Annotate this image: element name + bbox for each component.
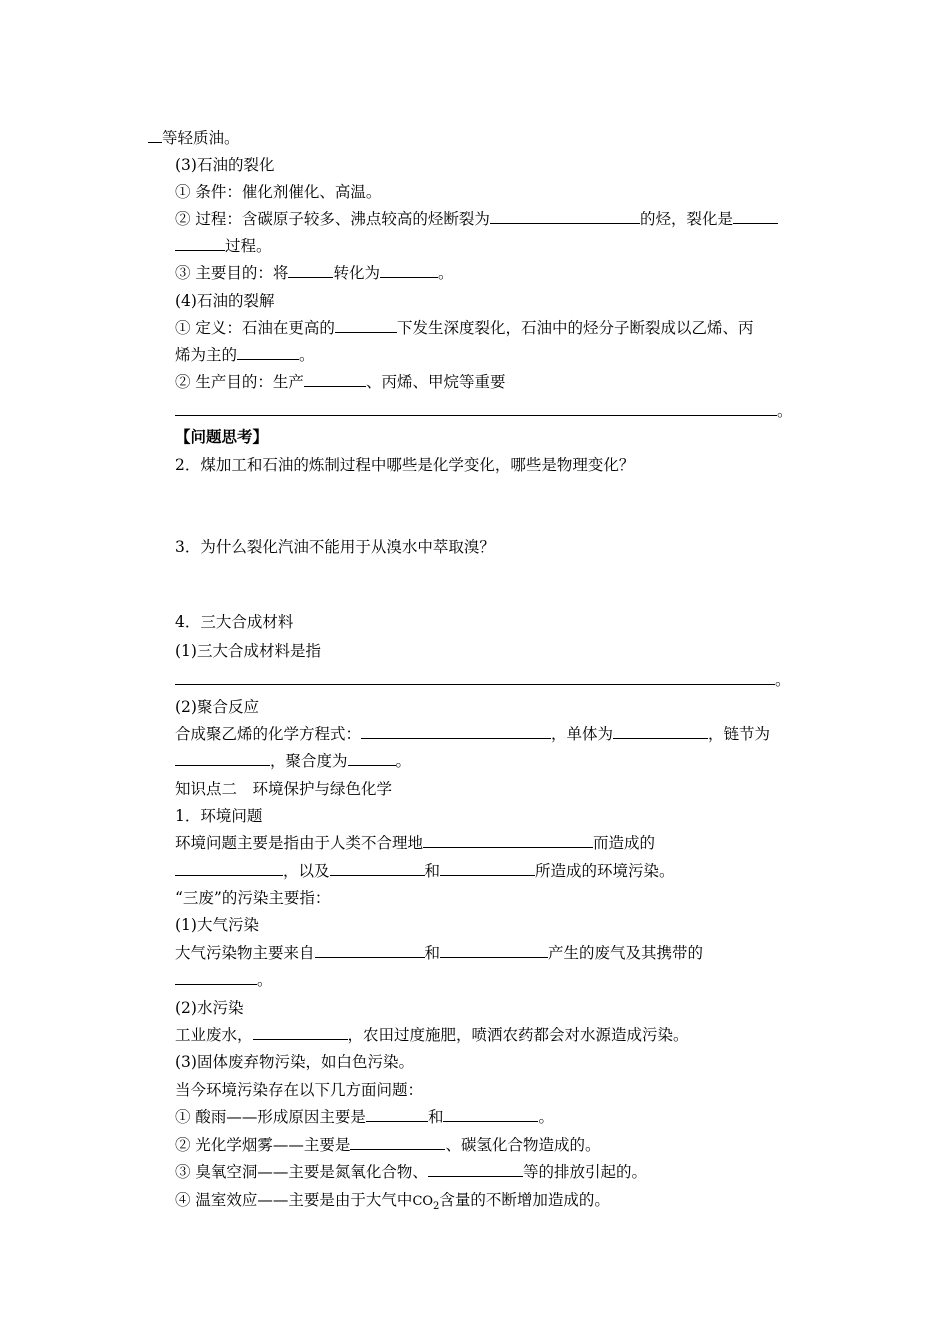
blank[interactable] (175, 861, 283, 876)
line-three-wastes: “三废”的污染主要指： (175, 889, 331, 907)
blank[interactable] (490, 209, 640, 224)
line-process: ② 过程：含碳原子较多、沸点较高的烃断裂为 的烃，裂化是 (175, 209, 778, 229)
heading-synthetic-materials: 4．三大合成材料 (175, 613, 294, 631)
heading-water-pollution: (2)水污染 (175, 999, 244, 1017)
line-environment-problem: 环境问题主要是指由于人类不合理地 而造成的 (175, 834, 656, 852)
line-water-pollution: 工业废水， ，农田过度施肥，喷洒农药都会对水源造成污染。 (175, 1026, 689, 1044)
blank[interactable] (175, 670, 775, 685)
line-greenhouse-effect: ④ 温室效应——主要是由于大气中$CO_2$含量的不断增加造成的。 (175, 1191, 610, 1213)
line-definition: ① 定义：石油在更高的 下发生深度裂化，石油中的烃分子断裂成以乙烯、丙 (175, 319, 754, 337)
heading-pyrolysis: (4)石油的裂解 (175, 292, 275, 310)
heading-cracking: (3)石油的裂化 (175, 156, 275, 174)
line-solid-waste: (3)固体废弃物污染，如白色污染。 (175, 1053, 414, 1071)
blank[interactable] (148, 128, 162, 143)
heading-air-pollution: (1)大气污染 (175, 916, 259, 934)
line-environment-problem-cont: ，以及 和 所造成的环境污染。 (175, 861, 675, 881)
blank[interactable] (175, 236, 225, 251)
line-current-problems: 当今环境污染存在以下几方面问题： (175, 1081, 424, 1099)
blank[interactable] (443, 1107, 538, 1122)
line-conditions: ① 条件：催化剂催化、高温。 (175, 183, 382, 201)
blank[interactable] (361, 724, 551, 739)
line-main-purpose: ③ 主要目的：将 转化为 。 (175, 264, 454, 282)
line-production: ② 生产目的：生产 、丙烯、甲烷等重要 (175, 373, 506, 391)
blank[interactable] (423, 833, 593, 848)
line-polyethylene-cont: ，聚合度为 。 (175, 751, 411, 771)
blank[interactable] (330, 861, 425, 876)
blank[interactable] (253, 1025, 348, 1040)
line-acid-rain: ① 酸雨——形成原因主要是 和 。 (175, 1108, 554, 1126)
blank[interactable] (733, 209, 778, 224)
blank[interactable] (175, 970, 257, 985)
blank[interactable] (175, 751, 270, 766)
blank[interactable] (428, 1162, 523, 1177)
line-three-materials-blank: 。 (175, 670, 791, 690)
line-three-materials: (1)三大合成材料是指 (175, 642, 321, 660)
blank[interactable] (175, 401, 777, 416)
line-polyethylene: 合成聚乙烯的化学方程式： ，单体为 ，链节为 (175, 725, 771, 743)
line-process-cont: 过程。 (175, 236, 272, 256)
heading-polymerization: (2)聚合反应 (175, 698, 259, 716)
line-production-cont: 。 (175, 401, 793, 421)
line-light-oil: 等轻质油。 (148, 128, 240, 148)
blank[interactable] (613, 724, 708, 739)
heading-knowledge-2: 知识点二 环境保护与绿色化学 (175, 780, 393, 798)
blank[interactable] (288, 263, 333, 278)
line-ozone-hole: ③ 臭氧空洞——主要是氮氧化合物、 等的排放引起的。 (175, 1163, 647, 1181)
blank[interactable] (440, 943, 548, 958)
line-air-pollutants-cont: 。 (175, 970, 273, 990)
blank[interactable] (304, 372, 366, 387)
blank[interactable] (315, 943, 425, 958)
question-3: 3．为什么裂化汽油不能用于从溴水中萃取溴？ (175, 538, 495, 556)
heading-environment: 1．环境问题 (175, 807, 263, 825)
blank[interactable] (366, 1107, 428, 1122)
blank[interactable] (350, 1135, 445, 1150)
blank[interactable] (348, 751, 396, 766)
heading-question-thinking: 【问题思考】 (175, 427, 269, 446)
blank[interactable] (440, 861, 535, 876)
blank[interactable] (237, 345, 299, 360)
blank[interactable] (335, 318, 397, 333)
line-definition-cont: 烯为主的 。 (175, 346, 315, 364)
question-2: 2．煤加工和石油的炼制过程中哪些是化学变化，哪些是物理变化？ (175, 456, 635, 474)
line-photochemical-smog: ② 光化学烟雾——主要是 、碳氢化合物造成的。 (175, 1136, 601, 1154)
line-air-pollutants: 大气污染物主要来自 和 产生的废气及其携带的 (175, 944, 704, 962)
blank[interactable] (380, 263, 438, 278)
